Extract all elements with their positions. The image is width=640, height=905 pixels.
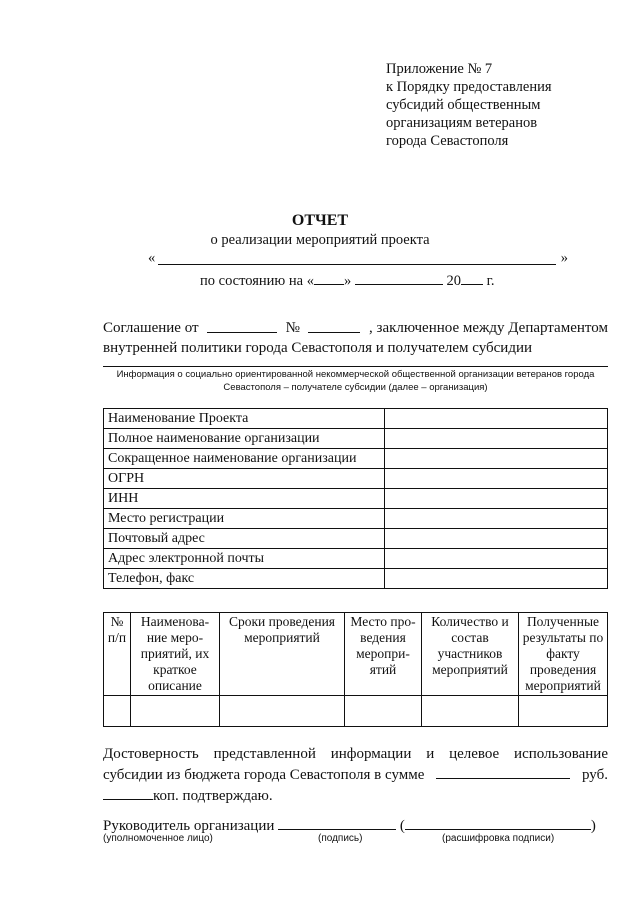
table-cell[interactable] [422,696,519,727]
column-header-participants: Количество и состав участников мероприятий [422,613,519,696]
row-label: ОГРН [104,469,385,489]
cert-word: представленной [213,746,316,762]
table-cell[interactable] [131,696,220,727]
appendix-line: города Севастополя [386,133,509,149]
state-mid: » [343,273,352,289]
close-quote: » [560,250,568,266]
organization-info-table [103,408,608,589]
column-header-dates: Сроки проведения мероприятий [220,613,345,696]
kopecks-blank[interactable] [103,785,153,800]
report-title: ОТЧЕТ [291,212,349,229]
table-row [104,489,608,509]
table-cell[interactable] [104,696,131,727]
table-row [104,696,608,727]
agreement-number-blank[interactable] [308,318,360,333]
row-label: Сокращенное наименование организации [104,449,385,469]
row-label: Почтовый адрес [104,529,385,549]
info-note-line: Информация о социально ориентированной некоммерческой общественной организации ветеранов города [116,369,595,380]
cert-line2-start: субсидии из бюджета города Севастополя в сумме [103,767,425,783]
appendix-line: Приложение № 7 [386,61,493,77]
month-blank[interactable] [355,270,443,285]
table-row [104,409,608,429]
info-note [103,368,608,394]
column-header-event-name: Наименова-ние меро-приятий, их краткое описание [131,613,220,696]
table-row [104,429,608,449]
row-label: Полное наименование организации [104,429,385,449]
rubles-label: руб. [581,767,608,783]
project-name-line [148,250,568,268]
agreement-from: Соглашение от [103,320,199,336]
agreement-paragraph [103,318,608,358]
agreement-concluded: , заключенное между Департаментом [369,320,608,336]
head-label: Руководитель организации [103,818,275,834]
label-signature-decoding: (расшифровка подписи) [442,833,555,844]
signature-decode-blank[interactable] [405,815,591,830]
row-value[interactable] [385,449,608,469]
events-table [103,612,608,727]
year-suffix: г. [486,273,495,289]
row-value[interactable] [385,469,608,489]
cert-word: информации [330,746,412,762]
cert-word: целевое [449,746,500,762]
column-header-results: Полученные результаты по факту проведения мероприятий [519,613,608,696]
row-value[interactable] [385,409,608,429]
cert-word: и [426,746,435,762]
row-value[interactable] [385,529,608,549]
row-value[interactable] [385,569,608,589]
table-row [104,469,608,489]
table-header-row [104,613,608,696]
rubles-blank[interactable] [436,764,570,779]
row-label: Место регистрации [104,509,385,529]
row-value[interactable] [385,429,608,449]
table-row [104,449,608,469]
signature-blank[interactable] [278,815,396,830]
table-cell[interactable] [220,696,345,727]
report-date-line [200,270,495,290]
table-row [104,549,608,569]
row-value[interactable] [385,509,608,529]
info-note-line: Севастополя – получателе субсидии (далее – организация) [223,382,488,393]
appendix-line: организациям ветеранов [386,115,538,131]
row-label: Телефон, факс [104,569,385,589]
signature-line [103,815,596,835]
row-value[interactable] [385,549,608,569]
agreement-number-sign: № [285,320,300,336]
label-authorized-person: (уполномоченное лицо) [103,833,213,844]
close-paren: ) [590,818,596,834]
cert-word: Достоверность [103,746,199,762]
row-label: Адрес электронной почты [104,549,385,569]
appendix-block [386,60,552,150]
column-header-number: № п/п [104,613,131,696]
row-label: ИНН [104,489,385,509]
appendix-line: к Порядку предоставления [386,79,552,95]
column-header-place: Место про-ведения меропри-ятий [345,613,422,696]
label-signature: (подпись) [318,833,363,844]
agreement-line2: внутренней политики города Севастополя и получателем субсидии [103,340,533,356]
divider [103,366,608,367]
agreement-date-blank[interactable] [207,318,277,333]
open-quote: « [148,250,156,266]
table-row [104,529,608,549]
kopecks-label: коп. подтверждаю. [153,788,273,804]
table-row [104,509,608,529]
open-paren: ( [399,818,405,834]
state-prefix: по состоянию на « [200,273,314,289]
row-value[interactable] [385,489,608,509]
year-prefix: 20 [446,273,461,289]
report-subtitle: о реализации мероприятий проекта [210,232,430,248]
certification-paragraph [103,745,608,806]
table-cell[interactable] [519,696,608,727]
year-blank[interactable] [461,270,483,285]
appendix-line: субсидий общественным [386,97,541,113]
day-blank[interactable] [314,270,344,285]
table-cell[interactable] [345,696,422,727]
table-row [104,569,608,589]
project-name-blank[interactable] [158,264,556,265]
row-label: Наименование Проекта [104,409,385,429]
cert-word: использование [514,746,608,762]
